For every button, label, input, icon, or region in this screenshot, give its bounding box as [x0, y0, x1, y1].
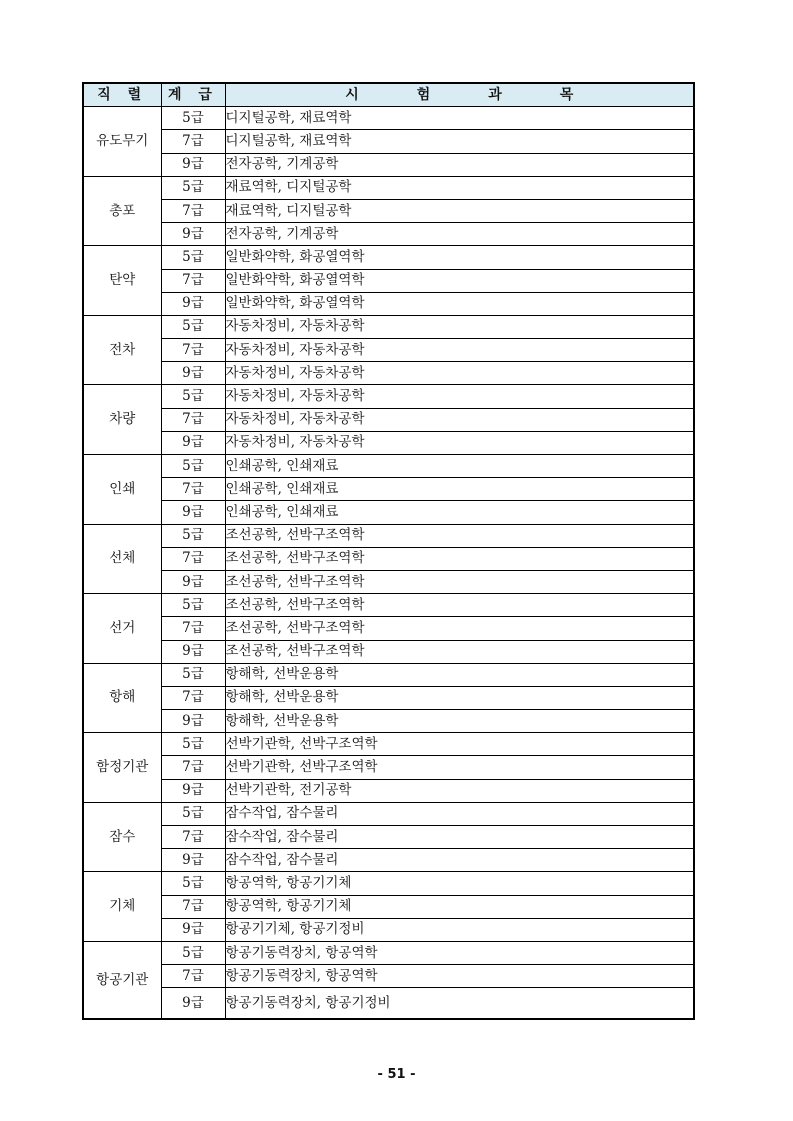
table-row: [83, 130, 694, 153]
position-cell: 인쇄: [83, 455, 161, 525]
subjects-cell: 선박기관학, 전기공학: [225, 779, 694, 802]
grade-cell: 9급: [161, 988, 225, 1020]
grade-cell: 9급: [161, 362, 225, 385]
table-row: [83, 223, 694, 246]
grade-cell: 5급: [161, 315, 225, 338]
table-row: [83, 965, 694, 988]
table-row: [83, 385, 694, 408]
subjects-cell: 항공역학, 항공기기체: [225, 872, 694, 895]
position-cell: 전차: [83, 315, 161, 385]
position-cell: 잠수: [83, 802, 161, 872]
table-row: [83, 199, 694, 222]
table-row: [83, 594, 694, 617]
table-row: [83, 246, 694, 269]
table-row: [83, 501, 694, 524]
table-row: [83, 872, 694, 895]
grade-cell: 5급: [161, 663, 225, 686]
subjects-cell: 디지털공학, 재료역학: [225, 130, 694, 153]
table-row: [83, 269, 694, 292]
grade-cell: 5급: [161, 176, 225, 199]
grade-cell: 7급: [161, 617, 225, 640]
table-row: [83, 756, 694, 779]
grade-cell: 9급: [161, 918, 225, 941]
subjects-cell: 자동차정비, 자동차공학: [225, 408, 694, 431]
grade-cell: 9급: [161, 640, 225, 663]
table-row: [83, 826, 694, 849]
subjects-cell: 인쇄공학, 인쇄재료: [225, 478, 694, 501]
position-cell: 함정기관: [83, 733, 161, 803]
table-row: [83, 478, 694, 501]
subjects-cell: 일반화약학, 화공열역학: [225, 246, 694, 269]
table-row: [83, 153, 694, 176]
position-cell: 기체: [83, 872, 161, 942]
position-cell: 총포: [83, 176, 161, 246]
subjects-cell: 조선공학, 선박구조역학: [225, 570, 694, 593]
subjects-cell: 항해학, 선박운용학: [225, 686, 694, 709]
table-row: [83, 617, 694, 640]
grade-cell: 5급: [161, 524, 225, 547]
grade-cell: 7급: [161, 895, 225, 918]
grade-cell: 7급: [161, 547, 225, 570]
table-row: [83, 362, 694, 385]
table-row: [83, 107, 694, 130]
grade-cell: 9급: [161, 849, 225, 872]
table-row: [83, 686, 694, 709]
position-cell: 차량: [83, 385, 161, 455]
table-row: [83, 176, 694, 199]
grade-cell: 5급: [161, 385, 225, 408]
grade-cell: 9급: [161, 292, 225, 315]
grade-cell: 9급: [161, 223, 225, 246]
subjects-cell: 조선공학, 선박구조역학: [225, 547, 694, 570]
table-row: [83, 431, 694, 454]
subjects-cell: 조선공학, 선박구조역학: [225, 524, 694, 547]
subjects-cell: 디지털공학, 재료역학: [225, 107, 694, 130]
exam-subjects-table: [82, 82, 695, 1020]
subjects-cell: 선박기관학, 선박구조역학: [225, 733, 694, 756]
table-row: [83, 988, 694, 1020]
subjects-cell: 자동차정비, 자동차공학: [225, 385, 694, 408]
subjects-cell: 항공역학, 항공기기체: [225, 895, 694, 918]
subjects-cell: 조선공학, 선박구조역학: [225, 640, 694, 663]
subjects-cell: 자동차정비, 자동차공학: [225, 339, 694, 362]
subjects-cell: 일반화약학, 화공열역학: [225, 269, 694, 292]
header-subjects: 시험과목: [225, 83, 694, 107]
position-cell: 유도무기: [83, 107, 161, 177]
grade-cell: 9급: [161, 153, 225, 176]
grade-cell: 7급: [161, 199, 225, 222]
table-header-row: [83, 83, 694, 107]
subjects-cell: 항공기동력장치, 항공역학: [225, 965, 694, 988]
table-row: [83, 315, 694, 338]
grade-cell: 9급: [161, 431, 225, 454]
grade-cell: 9급: [161, 779, 225, 802]
position-cell: 탄약: [83, 246, 161, 316]
table-row: [83, 733, 694, 756]
subjects-cell: 인쇄공학, 인쇄재료: [225, 455, 694, 478]
subjects-cell: 선박기관학, 선박구조역학: [225, 756, 694, 779]
grade-cell: 7급: [161, 686, 225, 709]
table-row: [83, 408, 694, 431]
subjects-cell: 재료역학, 디지털공학: [225, 199, 694, 222]
grade-cell: 5급: [161, 594, 225, 617]
subjects-cell: 항해학, 선박운용학: [225, 663, 694, 686]
grade-cell: 7급: [161, 826, 225, 849]
table-row: [83, 292, 694, 315]
subjects-cell: 일반화약학, 화공열역학: [225, 292, 694, 315]
subjects-cell: 자동차정비, 자동차공학: [225, 315, 694, 338]
position-cell: 선체: [83, 524, 161, 594]
table-row: [83, 547, 694, 570]
subjects-cell: 인쇄공학, 인쇄재료: [225, 501, 694, 524]
table-row: [83, 779, 694, 802]
subjects-cell: 잠수작업, 잠수물리: [225, 826, 694, 849]
grade-cell: 5급: [161, 802, 225, 825]
subjects-cell: 잠수작업, 잠수물리: [225, 802, 694, 825]
subjects-cell: 자동차정비, 자동차공학: [225, 362, 694, 385]
table-row: [83, 710, 694, 733]
subjects-cell: 잠수작업, 잠수물리: [225, 849, 694, 872]
table-row: [83, 524, 694, 547]
position-cell: 선거: [83, 594, 161, 664]
grade-cell: 5급: [161, 872, 225, 895]
grade-cell: 5급: [161, 455, 225, 478]
subjects-cell: 조선공학, 선박구조역학: [225, 594, 694, 617]
grade-cell: 7급: [161, 478, 225, 501]
grade-cell: 9급: [161, 501, 225, 524]
subjects-cell: 항해학, 선박운용학: [225, 710, 694, 733]
header-grade: 계 급: [161, 83, 225, 107]
grade-cell: 7급: [161, 408, 225, 431]
grade-cell: 9급: [161, 710, 225, 733]
table-row: [83, 918, 694, 941]
grade-cell: 5급: [161, 246, 225, 269]
table-row: [83, 941, 694, 964]
grade-cell: 5급: [161, 733, 225, 756]
subjects-cell: 전자공학, 기계공학: [225, 223, 694, 246]
table-row: [83, 640, 694, 663]
position-cell: 항해: [83, 663, 161, 733]
grade-cell: 9급: [161, 570, 225, 593]
grade-cell: 7급: [161, 965, 225, 988]
table-row: [83, 663, 694, 686]
subjects-cell: 자동차정비, 자동차공학: [225, 431, 694, 454]
table-row: [83, 895, 694, 918]
subjects-cell: 항공기기체, 항공기정비: [225, 918, 694, 941]
grade-cell: 5급: [161, 941, 225, 964]
table-row: [83, 339, 694, 362]
table-row: [83, 455, 694, 478]
page-number: - 51 -: [377, 1067, 416, 1082]
subjects-cell: 항공기동력장치, 항공기정비: [225, 988, 694, 1020]
table-row: [83, 849, 694, 872]
grade-cell: 5급: [161, 107, 225, 130]
grade-cell: 7급: [161, 130, 225, 153]
table-row: [83, 802, 694, 825]
table-row: [83, 570, 694, 593]
table-body: [83, 107, 694, 1020]
subjects-cell: 재료역학, 디지털공학: [225, 176, 694, 199]
position-cell: 항공기관: [83, 941, 161, 1019]
grade-cell: 7급: [161, 339, 225, 362]
subjects-cell: 항공기동력장치, 항공역학: [225, 941, 694, 964]
header-position: 직 렬: [83, 83, 161, 107]
grade-cell: 7급: [161, 756, 225, 779]
subjects-cell: 전자공학, 기계공학: [225, 153, 694, 176]
grade-cell: 7급: [161, 269, 225, 292]
subjects-cell: 조선공학, 선박구조역학: [225, 617, 694, 640]
